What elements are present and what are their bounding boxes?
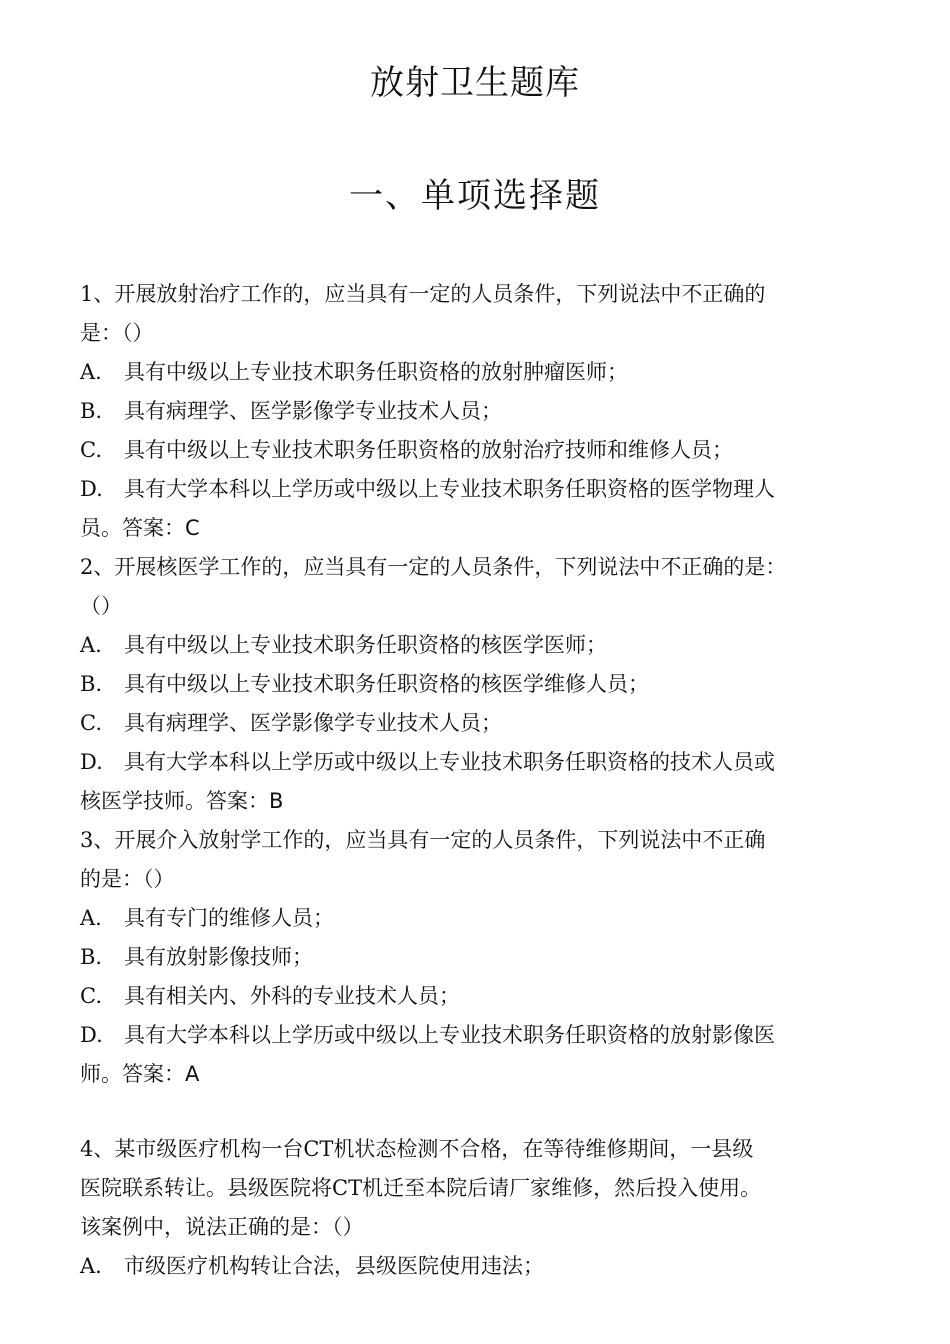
option-letter: D. xyxy=(80,477,103,501)
option-text: 核医学技师。答案： xyxy=(80,789,269,813)
question-3 xyxy=(80,821,870,1094)
option-text: 具有中级以上专业技术职务任职资格的放射治疗技师和维修人员； xyxy=(124,438,733,462)
option-text: 具有中级以上专业技术职务任职资格的核医学医师； xyxy=(124,633,607,657)
question-stem: 4、某市级医疗机构一台CT机状态检测不合格，在等待维修期间，一县级 xyxy=(80,1137,754,1161)
option-d xyxy=(80,743,870,782)
question-stem: （） xyxy=(80,594,122,618)
question-2 xyxy=(80,548,870,821)
question-stem: 医院联系转让。县级医院将CT机迁至本院后请厂家维修，然后投入使用。 xyxy=(80,1176,762,1200)
option-text: 具有放射影像技师； xyxy=(124,945,313,969)
option-letter: D. xyxy=(80,750,103,774)
question-stem: 是：（） xyxy=(80,321,154,345)
option-text: 具有大学本科以上学历或中级以上专业技术职务任职资格的技术人员或 xyxy=(124,750,775,774)
option-b xyxy=(80,938,870,977)
question-4 xyxy=(80,1130,870,1286)
option-text: 具有专门的维修人员； xyxy=(124,906,334,930)
option-letter: D. xyxy=(80,1023,103,1047)
question-1 xyxy=(80,275,870,548)
option-b xyxy=(80,665,870,704)
option-a xyxy=(80,1247,870,1286)
question-stem: 1、开展放射治疗工作的，应当具有一定的人员条件，下列说法中不正确的 xyxy=(80,282,766,306)
option-b xyxy=(80,392,870,431)
question-stem: 的是：（） xyxy=(80,867,175,891)
option-text: 具有相关内、外科的专业技术人员； xyxy=(124,984,460,1008)
option-c xyxy=(80,977,870,1016)
option-d-continued xyxy=(80,1055,870,1094)
option-text: 具有中级以上专业技术职务任职资格的放射肿瘤医师； xyxy=(124,360,628,384)
option-c xyxy=(80,704,870,743)
option-text: 市级医疗机构转让合法，县级医院使用违法； xyxy=(124,1254,544,1278)
option-letter: A. xyxy=(80,1254,102,1278)
option-letter: A. xyxy=(80,633,102,657)
option-text: 员。答案： xyxy=(80,516,185,540)
option-d-continued xyxy=(80,782,870,821)
option-letter: A. xyxy=(80,360,102,384)
question-list xyxy=(80,275,870,1286)
option-a xyxy=(80,626,870,665)
option-letter: B. xyxy=(80,672,103,696)
option-d xyxy=(80,470,870,509)
option-letter: B. xyxy=(80,945,103,969)
option-c xyxy=(80,431,870,470)
answer-value: C xyxy=(185,516,200,540)
option-letter: A. xyxy=(80,906,102,930)
question-stem: 该案例中，说法正确的是：（） xyxy=(80,1215,364,1239)
option-text: 具有大学本科以上学历或中级以上专业技术职务任职资格的放射影像医 xyxy=(124,1023,775,1047)
option-d-continued xyxy=(80,509,870,548)
option-letter: C. xyxy=(80,438,102,462)
answer-value: A xyxy=(185,1062,200,1086)
question-stem: 3、开展介入放射学工作的，应当具有一定的人员条件，下列说法中不正确 xyxy=(80,828,766,852)
option-letter: B. xyxy=(80,399,103,423)
option-a xyxy=(80,353,870,392)
section-title: 一、单项选择题 xyxy=(349,176,601,216)
option-text: 具有病理学、医学影像学专业技术人员； xyxy=(124,711,502,735)
option-letter: C. xyxy=(80,711,102,735)
question-stem: 2、开展核医学工作的，应当具有一定的人员条件，下列说法中不正确的是： xyxy=(80,555,787,579)
option-text: 具有中级以上专业技术职务任职资格的核医学维修人员； xyxy=(124,672,649,696)
option-text: 具有病理学、医学影像学专业技术人员； xyxy=(124,399,502,423)
option-letter: C. xyxy=(80,984,102,1008)
option-text: 具有大学本科以上学历或中级以上专业技术职务任职资格的医学物理人 xyxy=(124,477,775,501)
option-a xyxy=(80,899,870,938)
document-title: 放射卫生题库 xyxy=(370,63,580,103)
option-d xyxy=(80,1016,870,1055)
paragraph-gap xyxy=(80,1094,870,1130)
option-text: 师。答案： xyxy=(80,1062,185,1086)
answer-value: B xyxy=(269,789,284,813)
